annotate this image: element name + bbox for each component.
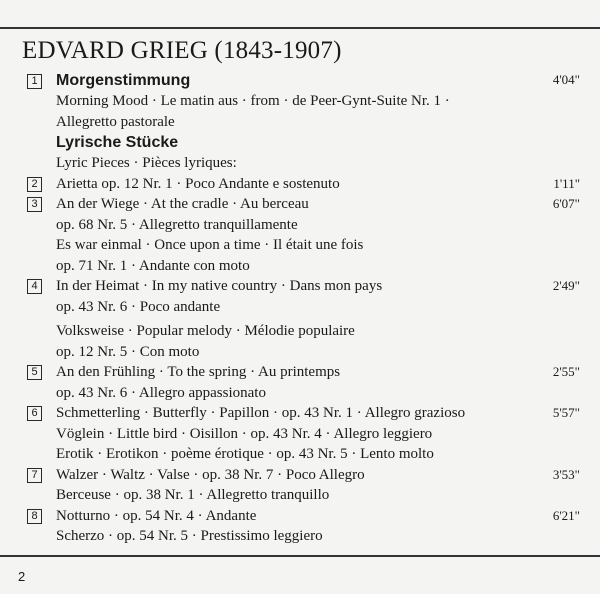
track-line: op. 68 Nr. 5 · Allegretto tranquillamente (56, 216, 298, 233)
track-item (0, 194, 600, 276)
track-number-box: 6 (27, 406, 42, 421)
track-line: Schmetterling · Butterfly · Papillon · op. 43 Nr. 1 · Allegro grazioso (56, 405, 466, 421)
track-line: Scherzo · op. 54 Nr. 5 · Prestissimo leggiero (56, 528, 323, 544)
track-line: op. 43 Nr. 6 · Allegro appassionato (56, 384, 266, 401)
track-line: Erotik · Erotikon · poème érotique · op. 43 Nr. 5 · Lento molto (56, 446, 434, 462)
track-number-box: 4 (27, 279, 42, 294)
track-line: Volksweise · Popular melody · Mélodie populaire (56, 323, 355, 339)
track-line: Allegretto pastorale (56, 113, 175, 130)
track-duration: 6'07" (552, 196, 580, 211)
track-duration: 3'53" (552, 466, 580, 482)
top-rule (0, 27, 600, 29)
bottom-rule (0, 555, 600, 557)
track-line: op. 43 Nr. 6 · Poco andante (56, 298, 221, 315)
track-item (0, 276, 600, 362)
track-line: op. 71 Nr. 1 · Andante con moto (56, 257, 250, 274)
track-number-box: 7 (27, 468, 42, 483)
track-number-box: 2 (27, 177, 42, 192)
track-duration: 4'04" (552, 72, 580, 87)
composer-heading: EDVARD GRIEG (1843-1907) (22, 37, 342, 64)
track-line: Arietta op. 12 Nr. 1 · Poco Andante e sostenuto (56, 175, 340, 192)
track-line: In der Heimat · In my native country · Dans mon pays (56, 278, 383, 294)
track-item (0, 506, 600, 547)
track-duration: 2'55" (552, 364, 580, 379)
track-line: An den Frühling · To the spring · Au printemps (56, 364, 341, 380)
section-title: Morgenstimmung (56, 72, 191, 89)
track-number-box: 1 (27, 74, 42, 89)
track-item (0, 70, 600, 174)
track-list (0, 70, 600, 547)
section-title: Lyrische Stücke (56, 134, 179, 151)
track-line: Notturno · op. 54 Nr. 4 · Andante (56, 507, 257, 524)
track-item (0, 362, 600, 403)
track-number-box: 3 (27, 197, 42, 212)
track-duration: 1'11" (553, 175, 580, 191)
track-line: Vöglein · Little bird · Oisillon · op. 43 Nr. 4 · Allegro leggiero (56, 425, 433, 442)
track-line: op. 12 Nr. 5 · Con moto (56, 343, 200, 360)
track-line: Walzer · Waltz · Valse · op. 38 Nr. 7 · Poco Allegro (56, 466, 365, 483)
track-line: Morning Mood · Le matin aus · from · de Peer-Gynt-Suite Nr. 1 · (56, 93, 450, 109)
track-item (0, 174, 600, 195)
track-line: Berceuse · op. 38 Nr. 1 · Allegretto tranquillo (56, 487, 330, 503)
track-duration: 2'49" (552, 278, 580, 293)
page-number: 2 (18, 569, 26, 584)
track-line: An der Wiege · At the cradle · Au berceau (56, 196, 309, 212)
track-duration: 6'21" (552, 507, 580, 523)
track-item (0, 403, 600, 465)
track-number-box: 8 (27, 509, 42, 524)
track-line: Es war einmal · Once upon a time · Il était une fois (56, 237, 364, 253)
track-line: Lyric Pieces · Pièces lyriques: (56, 155, 237, 171)
track-item (0, 465, 600, 506)
track-number-box: 5 (27, 365, 42, 380)
track-duration: 5'57" (552, 405, 580, 420)
